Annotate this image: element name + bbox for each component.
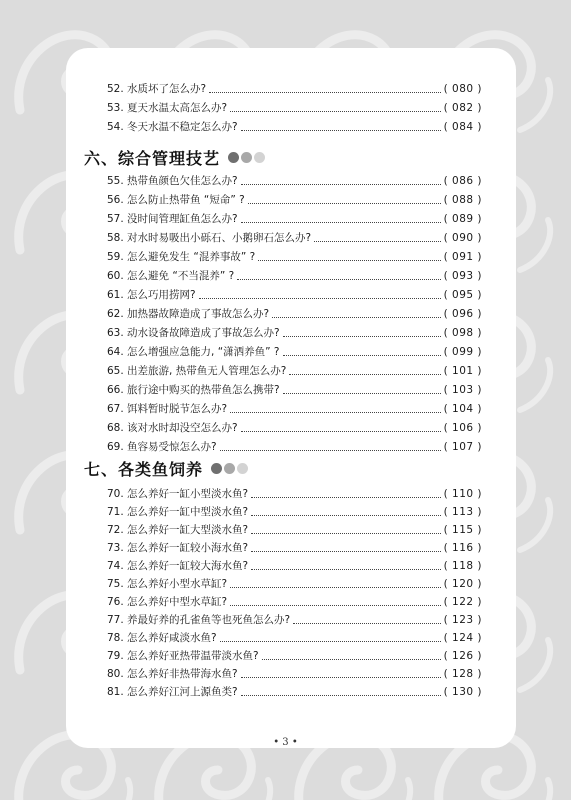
leader-dots bbox=[251, 514, 440, 516]
leader-dots bbox=[251, 496, 440, 498]
toc-entry[interactable] bbox=[107, 229, 482, 247]
toc-entry-title: 57. 没时间管理缸鱼怎么办? bbox=[107, 213, 238, 225]
toc-page-ref: ( 099 ) bbox=[443, 346, 482, 358]
toc-entry-title: 53. 夏天水温太高怎么办? bbox=[107, 102, 228, 114]
toc-entry-title: 55. 热带鱼颜色欠佳怎么办? bbox=[107, 175, 238, 187]
toc-page-ref: ( 096 ) bbox=[443, 308, 482, 320]
toc-page-ref: ( 090 ) bbox=[443, 232, 482, 244]
toc-entry-title: 62. 加热器故障造成了事故怎么办? bbox=[107, 308, 270, 320]
toc-entry[interactable] bbox=[107, 286, 482, 304]
toc-page-ref: ( 095 ) bbox=[443, 289, 482, 301]
toc-entry-title: 70. 怎么养好一缸小型淡水鱼? bbox=[107, 488, 249, 500]
leader-dots bbox=[258, 259, 440, 261]
toc-entry[interactable] bbox=[107, 381, 482, 399]
toc-page-ref: ( 086 ) bbox=[443, 175, 482, 187]
toc-entry[interactable] bbox=[107, 665, 482, 683]
decorative-dots-icon bbox=[211, 463, 250, 474]
toc-page-ref: ( 089 ) bbox=[443, 213, 482, 225]
toc-entry[interactable] bbox=[107, 521, 482, 539]
toc-entry[interactable] bbox=[107, 80, 482, 98]
leader-dots bbox=[230, 604, 440, 606]
toc-page-ref: ( 103 ) bbox=[443, 384, 482, 396]
leader-dots bbox=[289, 373, 440, 375]
toc-page-ref: ( 126 ) bbox=[443, 650, 482, 662]
leader-dots bbox=[241, 694, 441, 696]
toc-entry-title: 54. 冬天水温不稳定怎么办? bbox=[107, 121, 238, 133]
toc-page-ref: ( 091 ) bbox=[443, 251, 482, 263]
leader-dots bbox=[251, 568, 440, 570]
toc-page-ref: ( 124 ) bbox=[443, 632, 482, 644]
toc-entry[interactable] bbox=[107, 400, 482, 418]
leader-dots bbox=[283, 354, 441, 356]
toc-entry[interactable] bbox=[107, 647, 482, 665]
section-title: 七、各类鱼饲养 bbox=[84, 459, 204, 479]
toc-page-ref: ( 107 ) bbox=[443, 441, 482, 453]
toc-entry-title: 58. 对水时易吸出小砾石、小鹅卵石怎么办? bbox=[107, 232, 312, 244]
toc-entry[interactable] bbox=[107, 593, 482, 611]
leader-dots bbox=[241, 676, 441, 678]
toc-entry-title: 68. 该对水时却没空怎么办? bbox=[107, 422, 238, 434]
toc-entry-title: 74. 怎么养好一缸较大海水鱼? bbox=[107, 560, 249, 572]
toc-page-ref: ( 098 ) bbox=[443, 327, 482, 339]
leader-dots bbox=[272, 316, 440, 318]
toc-page-ref: ( 123 ) bbox=[443, 614, 482, 626]
page-number: • 3 • bbox=[273, 737, 298, 748]
toc-page-ref: ( 104 ) bbox=[443, 403, 482, 415]
toc-entry[interactable] bbox=[107, 99, 482, 117]
section-heading-7 bbox=[84, 456, 250, 480]
toc-entry-title: 60. 怎么避免 “不当混养” ? bbox=[107, 270, 235, 282]
leader-dots bbox=[314, 240, 440, 242]
leader-dots bbox=[283, 392, 441, 394]
toc-entry[interactable] bbox=[107, 191, 482, 209]
leader-dots bbox=[230, 586, 440, 588]
toc-page-ref: ( 120 ) bbox=[443, 578, 482, 590]
toc-page-ref: ( 116 ) bbox=[443, 542, 482, 554]
toc-entry-title: 61. 怎么巧用捞网? bbox=[107, 289, 196, 301]
toc-page-ref: ( 101 ) bbox=[443, 365, 482, 377]
toc-entry[interactable] bbox=[107, 503, 482, 521]
toc-entry-title: 77. 养最好养的孔雀鱼等也死鱼怎么办? bbox=[107, 614, 291, 626]
toc-entry[interactable] bbox=[107, 419, 482, 437]
leader-dots bbox=[251, 550, 440, 552]
toc-entry-title: 72. 怎么养好一缸大型淡水鱼? bbox=[107, 524, 249, 536]
leader-dots bbox=[230, 411, 440, 413]
toc-page-ref: ( 113 ) bbox=[443, 506, 482, 518]
toc-entry[interactable] bbox=[107, 248, 482, 266]
toc-entry[interactable] bbox=[107, 118, 482, 136]
toc-entry[interactable] bbox=[107, 343, 482, 361]
toc-entry[interactable] bbox=[107, 575, 482, 593]
toc-page-ref: ( 082 ) bbox=[443, 102, 482, 114]
leader-dots bbox=[209, 91, 440, 93]
toc-page-ref: ( 106 ) bbox=[443, 422, 482, 434]
toc-page-ref: ( 115 ) bbox=[443, 524, 482, 536]
toc-entry-title: 69. 鱼容易受惊怎么办? bbox=[107, 441, 217, 453]
toc-entry[interactable] bbox=[107, 305, 482, 323]
toc-entry-title: 73. 怎么养好一缸较小海水鱼? bbox=[107, 542, 249, 554]
leader-dots bbox=[293, 622, 440, 624]
toc-entry-title: 66. 旅行途中购买的热带鱼怎么携带? bbox=[107, 384, 280, 396]
toc-entry-title: 59. 怎么避免发生 “混养事故” ? bbox=[107, 251, 256, 263]
toc-entry[interactable] bbox=[107, 539, 482, 557]
toc-entry[interactable] bbox=[107, 267, 482, 285]
leader-dots bbox=[241, 430, 441, 432]
toc-entry[interactable] bbox=[107, 629, 482, 647]
toc-page-ref: ( 110 ) bbox=[443, 488, 482, 500]
leader-dots bbox=[262, 658, 441, 660]
leader-dots bbox=[251, 532, 440, 534]
toc-page-ref: ( 122 ) bbox=[443, 596, 482, 608]
toc-entry-title: 67. 饵料暂时脱节怎么办? bbox=[107, 403, 228, 415]
toc-entry-title: 52. 水质坏了怎么办? bbox=[107, 83, 207, 95]
toc-entry[interactable] bbox=[107, 324, 482, 342]
leader-dots bbox=[199, 297, 441, 299]
toc-page-ref: ( 130 ) bbox=[443, 686, 482, 698]
toc-entry[interactable] bbox=[107, 683, 482, 701]
toc-entry-title: 75. 怎么养好小型水草缸? bbox=[107, 578, 228, 590]
leader-dots bbox=[220, 449, 441, 451]
leader-dots bbox=[237, 278, 440, 280]
toc-entry-title: 56. 怎么防止热带鱼 “短命” ? bbox=[107, 194, 245, 206]
toc-page-ref: ( 088 ) bbox=[443, 194, 482, 206]
toc-entry-title: 63. 动水设备故障造成了事故怎么办? bbox=[107, 327, 280, 339]
toc-entry-title: 65. 出差旅游, 热带鱼无人管理怎么办? bbox=[107, 365, 287, 377]
toc-entry-title: 81. 怎么养好江河上源鱼类? bbox=[107, 686, 238, 698]
section-heading-6 bbox=[84, 145, 267, 169]
toc-entry[interactable] bbox=[107, 438, 482, 456]
toc-entry-title: 79. 怎么养好亚热带温带淡水鱼? bbox=[107, 650, 259, 662]
toc-entry[interactable] bbox=[107, 210, 482, 228]
toc-entry[interactable] bbox=[107, 362, 482, 380]
leader-dots bbox=[248, 202, 441, 204]
toc-entry[interactable] bbox=[107, 485, 482, 503]
toc-page-ref: ( 080 ) bbox=[443, 83, 482, 95]
toc-entry[interactable] bbox=[107, 611, 482, 629]
toc-entry-title: 76. 怎么养好中型水草缸? bbox=[107, 596, 228, 608]
toc-page-ref: ( 093 ) bbox=[443, 270, 482, 282]
leader-dots bbox=[220, 640, 441, 642]
toc-entry-title: 80. 怎么养好非热带海水鱼? bbox=[107, 668, 238, 680]
toc-entry[interactable] bbox=[107, 172, 482, 190]
decorative-dots-icon bbox=[228, 152, 267, 163]
leader-dots bbox=[241, 221, 441, 223]
leader-dots bbox=[241, 129, 441, 131]
leader-dots bbox=[283, 335, 441, 337]
toc-entry-title: 78. 怎么养好咸淡水鱼? bbox=[107, 632, 217, 644]
section-title: 六、综合管理技艺 bbox=[84, 148, 221, 168]
leader-dots bbox=[230, 110, 440, 112]
toc-entry-title: 71. 怎么养好一缸中型淡水鱼? bbox=[107, 506, 249, 518]
toc-page-ref: ( 128 ) bbox=[443, 668, 482, 680]
leader-dots bbox=[241, 183, 441, 185]
toc-entry-title: 64. 怎么增强应急能力, “潇洒养鱼” ? bbox=[107, 346, 280, 358]
toc-page-ref: ( 084 ) bbox=[443, 121, 482, 133]
toc-entry[interactable] bbox=[107, 557, 482, 575]
toc-page-ref: ( 118 ) bbox=[443, 560, 482, 572]
